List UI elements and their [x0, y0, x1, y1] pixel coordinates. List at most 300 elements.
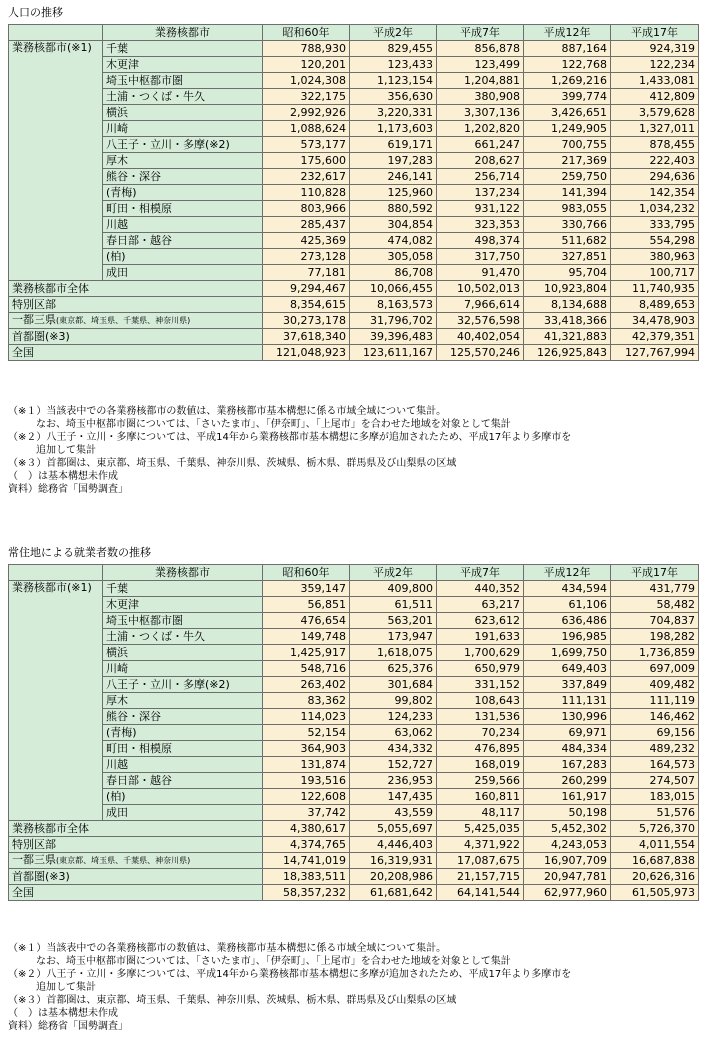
value-cell: 4,371,922: [437, 837, 524, 853]
value-cell: 409,482: [611, 677, 699, 693]
value-cell: 8,163,573: [350, 297, 437, 313]
summary-label: 一都三県: [12, 313, 56, 326]
value-cell: 16,319,931: [350, 853, 437, 869]
value-cell: 983,055: [524, 201, 611, 217]
table-row: [9, 137, 699, 153]
city-name: 八王子・立川・多摩(※2): [103, 677, 263, 693]
corner-cell: [9, 25, 103, 41]
value-cell: 636,486: [524, 613, 611, 629]
value-cell: 124,233: [350, 709, 437, 725]
value-cell: 484,334: [524, 741, 611, 757]
value-cell: 1,024,308: [263, 73, 350, 89]
table-row: [9, 645, 699, 661]
summary-row: [9, 853, 699, 869]
value-cell: 1,173,603: [350, 121, 437, 137]
summary-sublabel: (東京都、埼玉県、千葉県、神奈川県): [56, 856, 191, 865]
table-row: [9, 709, 699, 725]
city-name: 川越: [103, 217, 263, 233]
value-cell: 167,283: [524, 757, 611, 773]
value-cell: 31,796,702: [350, 313, 437, 329]
table-row: [9, 661, 699, 677]
city-name: 成田: [103, 805, 263, 821]
city-name: 熊谷・深谷: [103, 709, 263, 725]
summary-label-cell: [9, 297, 263, 313]
value-cell: 217,369: [524, 153, 611, 169]
city-name: 八王子・立川・多摩(※2): [103, 137, 263, 153]
value-cell: 924,319: [611, 41, 699, 57]
value-cell: 16,907,709: [524, 853, 611, 869]
value-cell: 273,128: [263, 249, 350, 265]
value-cell: 83,362: [263, 693, 350, 709]
city-name: (柏): [103, 789, 263, 805]
city-name: 町田・相模原: [103, 201, 263, 217]
value-cell: 40,402,054: [437, 329, 524, 345]
footnote-line: 資料）総務省「国勢調査」: [8, 1021, 128, 1032]
summary-row: [9, 869, 699, 885]
value-cell: 39,396,483: [350, 329, 437, 345]
table-row: [9, 201, 699, 217]
value-cell: 69,971: [524, 725, 611, 741]
value-cell: 4,446,403: [350, 837, 437, 853]
value-cell: 127,767,994: [611, 345, 699, 361]
value-cell: 440,352: [437, 581, 524, 597]
table-row: [9, 757, 699, 773]
table-row: [9, 741, 699, 757]
value-cell: 173,947: [350, 629, 437, 645]
table-row: [9, 249, 699, 265]
value-cell: 10,066,455: [350, 281, 437, 297]
header-row: [9, 25, 699, 41]
summary-label: 特別区部: [12, 297, 56, 311]
table-row: [9, 41, 699, 57]
footnotes: [8, 942, 708, 1033]
value-cell: 20,947,781: [524, 869, 611, 885]
value-cell: 623,612: [437, 613, 524, 629]
city-name: 川崎: [103, 661, 263, 677]
value-cell: 5,726,370: [611, 821, 699, 837]
column-header: 平成17年: [611, 25, 699, 41]
value-cell: 650,979: [437, 661, 524, 677]
summary-label-cell: [9, 281, 263, 297]
value-cell: 149,748: [263, 629, 350, 645]
table-row: [9, 613, 699, 629]
value-cell: 51,576: [611, 805, 699, 821]
value-cell: 554,298: [611, 233, 699, 249]
data-table: [8, 564, 699, 901]
value-cell: 434,332: [350, 741, 437, 757]
value-cell: 788,930: [263, 41, 350, 57]
footnote-line: （※２）八王子・立川・多摩については、平成14年から業務核都市基本構想に多摩が追加されたため、平成17年より多摩市を: [8, 432, 572, 443]
value-cell: 322,175: [263, 89, 350, 105]
value-cell: 412,809: [611, 89, 699, 105]
value-cell: 305,058: [350, 249, 437, 265]
value-cell: 511,682: [524, 233, 611, 249]
value-cell: 498,374: [437, 233, 524, 249]
value-cell: 9,294,467: [263, 281, 350, 297]
column-header: 昭和60年: [263, 565, 350, 581]
value-cell: 146,462: [611, 709, 699, 725]
value-cell: 573,177: [263, 137, 350, 153]
value-cell: 232,617: [263, 169, 350, 185]
value-cell: 661,247: [437, 137, 524, 153]
corner-cell: [9, 565, 103, 581]
value-cell: 99,802: [350, 693, 437, 709]
city-name: 埼玉中枢都市圏: [103, 613, 263, 629]
table-row: [9, 725, 699, 741]
value-cell: 18,383,511: [263, 869, 350, 885]
table-row: [9, 693, 699, 709]
value-cell: 160,811: [437, 789, 524, 805]
value-cell: 208,627: [437, 153, 524, 169]
value-cell: 704,837: [611, 613, 699, 629]
value-cell: 111,131: [524, 693, 611, 709]
value-cell: 62,977,960: [524, 885, 611, 901]
value-cell: 100,717: [611, 265, 699, 281]
value-cell: 7,966,614: [437, 297, 524, 313]
value-cell: 43,559: [350, 805, 437, 821]
summary-row: [9, 345, 699, 361]
table-row: [9, 169, 699, 185]
value-cell: 3,579,628: [611, 105, 699, 121]
value-cell: 70,234: [437, 725, 524, 741]
table-row: [9, 629, 699, 645]
table-row: [9, 789, 699, 805]
summary-label-cell: [9, 837, 263, 853]
value-cell: 147,435: [350, 789, 437, 805]
value-cell: 37,618,340: [263, 329, 350, 345]
value-cell: 489,232: [611, 741, 699, 757]
column-header: 平成12年: [524, 25, 611, 41]
city-name: 春日部・越谷: [103, 233, 263, 249]
value-cell: 110,828: [263, 185, 350, 201]
value-cell: 1,034,232: [611, 201, 699, 217]
city-name: (柏): [103, 249, 263, 265]
summary-label: 業務核都市全体: [12, 281, 89, 295]
summary-row: [9, 821, 699, 837]
value-cell: 323,353: [437, 217, 524, 233]
summary-row: [9, 313, 699, 329]
footnote-line: （※３）首都圏は、東京都、埼玉県、千葉県、神奈川県、茨城県、栃木県、群馬県及び山梨県の区域: [8, 458, 457, 469]
value-cell: 1,202,820: [437, 121, 524, 137]
value-cell: 197,283: [350, 153, 437, 169]
value-cell: 50,198: [524, 805, 611, 821]
value-cell: 4,011,554: [611, 837, 699, 853]
city-name: 成田: [103, 265, 263, 281]
table-row: [9, 805, 699, 821]
footnote-line: 追加して集計: [36, 982, 96, 993]
value-cell: 4,380,617: [263, 821, 350, 837]
table-row: [9, 185, 699, 201]
city-name: 春日部・越谷: [103, 773, 263, 789]
value-cell: 1,700,629: [437, 645, 524, 661]
column-header: 業務核都市: [103, 25, 263, 41]
value-cell: 887,164: [524, 41, 611, 57]
value-cell: 123,499: [437, 57, 524, 73]
summary-label: 全国: [12, 885, 34, 899]
value-cell: 10,502,013: [437, 281, 524, 297]
value-cell: 41,321,883: [524, 329, 611, 345]
value-cell: 8,354,615: [263, 297, 350, 313]
summary-label-cell: [9, 885, 263, 901]
summary-label: 業務核都市全体: [12, 821, 89, 835]
city-name: 熊谷・深谷: [103, 169, 263, 185]
summary-label-cell: [9, 329, 263, 345]
value-cell: 58,482: [611, 597, 699, 613]
value-cell: 294,636: [611, 169, 699, 185]
table-row: [9, 121, 699, 137]
table-row: [9, 581, 699, 597]
value-cell: 168,019: [437, 757, 524, 773]
value-cell: 122,768: [524, 57, 611, 73]
value-cell: 5,425,035: [437, 821, 524, 837]
column-header: 平成17年: [611, 565, 699, 581]
value-cell: 476,654: [263, 613, 350, 629]
value-cell: 86,708: [350, 265, 437, 281]
value-cell: 8,489,653: [611, 297, 699, 313]
footnote-line: （※１）当該表中での各業務核都市の数値は、業務核都市基本構想に係る市域全域について集計。: [8, 406, 447, 417]
summary-label: 首都圏(※3): [12, 329, 70, 343]
value-cell: 1,269,216: [524, 73, 611, 89]
value-cell: 356,630: [350, 89, 437, 105]
value-cell: 114,023: [263, 709, 350, 725]
footnote-line: （ ）は基本構想未作成: [8, 1008, 118, 1019]
column-header: 業務核都市: [103, 565, 263, 581]
table-row: [9, 233, 699, 249]
city-name: (青梅): [103, 725, 263, 741]
section-title: 常住地による就業者数の推移: [8, 546, 151, 559]
value-cell: 2,992,926: [263, 105, 350, 121]
value-cell: 183,015: [611, 789, 699, 805]
city-name: 横浜: [103, 645, 263, 661]
footnote-line: 追加して集計: [36, 445, 96, 456]
value-cell: 359,147: [263, 581, 350, 597]
value-cell: 474,082: [350, 233, 437, 249]
value-cell: 34,478,903: [611, 313, 699, 329]
summary-sublabel: (東京都、埼玉県、千葉県、神奈川県): [56, 316, 191, 325]
value-cell: 141,394: [524, 185, 611, 201]
summary-row: [9, 329, 699, 345]
column-header: 昭和60年: [263, 25, 350, 41]
city-name: 横浜: [103, 105, 263, 121]
value-cell: 548,716: [263, 661, 350, 677]
value-cell: 1,088,624: [263, 121, 350, 137]
value-cell: 4,374,765: [263, 837, 350, 853]
table-row: [9, 89, 699, 105]
city-name: 厚木: [103, 153, 263, 169]
city-name: 川崎: [103, 121, 263, 137]
value-cell: 364,903: [263, 741, 350, 757]
footnote-line: （※３）首都圏は、東京都、埼玉県、千葉県、神奈川県、茨城県、栃木県、群馬県及び山梨県の区域: [8, 995, 457, 1006]
value-cell: 333,795: [611, 217, 699, 233]
value-cell: 1,425,917: [263, 645, 350, 661]
value-cell: 14,741,019: [263, 853, 350, 869]
value-cell: 337,849: [524, 677, 611, 693]
summary-row: [9, 297, 699, 313]
value-cell: 37,742: [263, 805, 350, 821]
value-cell: 193,516: [263, 773, 350, 789]
value-cell: 56,851: [263, 597, 350, 613]
table-row: [9, 773, 699, 789]
value-cell: 1,699,750: [524, 645, 611, 661]
city-name: 埼玉中枢都市圏: [103, 73, 263, 89]
value-cell: 77,181: [263, 265, 350, 281]
footnote-line: 資料）総務省「国勢調査」: [8, 484, 128, 495]
summary-label-cell: [9, 869, 263, 885]
value-cell: 304,854: [350, 217, 437, 233]
value-cell: 236,953: [350, 773, 437, 789]
value-cell: 123,433: [350, 57, 437, 73]
value-cell: 198,282: [611, 629, 699, 645]
table-row: [9, 597, 699, 613]
value-cell: 246,141: [350, 169, 437, 185]
value-cell: 274,507: [611, 773, 699, 789]
summary-label: 特別区部: [12, 837, 56, 851]
summary-label: 全国: [12, 345, 34, 359]
value-cell: 131,536: [437, 709, 524, 725]
value-cell: 48,117: [437, 805, 524, 821]
value-cell: 399,774: [524, 89, 611, 105]
value-cell: 121,048,923: [263, 345, 350, 361]
value-cell: 191,633: [437, 629, 524, 645]
value-cell: 878,455: [611, 137, 699, 153]
value-cell: 256,714: [437, 169, 524, 185]
value-cell: 425,369: [263, 233, 350, 249]
value-cell: 380,908: [437, 89, 524, 105]
city-name: 木更津: [103, 597, 263, 613]
value-cell: 476,895: [437, 741, 524, 757]
footnote-line: なお、埼玉中枢都市圏については、「さいたま市」、「伊奈町」、「上尾市」を合わせた地域を対象として集計: [36, 956, 511, 967]
value-cell: 434,594: [524, 581, 611, 597]
value-cell: 52,154: [263, 725, 350, 741]
value-cell: 64,141,544: [437, 885, 524, 901]
column-header: 平成7年: [437, 25, 524, 41]
value-cell: 164,573: [611, 757, 699, 773]
value-cell: 697,009: [611, 661, 699, 677]
value-cell: 317,750: [437, 249, 524, 265]
value-cell: 330,766: [524, 217, 611, 233]
column-header: 平成7年: [437, 565, 524, 581]
value-cell: 196,985: [524, 629, 611, 645]
value-cell: 803,966: [263, 201, 350, 217]
value-cell: 931,122: [437, 201, 524, 217]
value-cell: 3,426,651: [524, 105, 611, 121]
value-cell: 3,307,136: [437, 105, 524, 121]
value-cell: 108,643: [437, 693, 524, 709]
value-cell: 30,273,178: [263, 313, 350, 329]
value-cell: 20,626,316: [611, 869, 699, 885]
city-name: 千葉: [103, 41, 263, 57]
value-cell: 91,470: [437, 265, 524, 281]
value-cell: 61,681,642: [350, 885, 437, 901]
value-cell: 259,566: [437, 773, 524, 789]
value-cell: 880,592: [350, 201, 437, 217]
value-cell: 1,204,881: [437, 73, 524, 89]
value-cell: 20,208,986: [350, 869, 437, 885]
table-row: [9, 677, 699, 693]
group-label: 業務核都市(※1): [9, 41, 103, 281]
footnotes: [8, 405, 708, 496]
value-cell: 58,357,232: [263, 885, 350, 901]
value-cell: 126,925,843: [524, 345, 611, 361]
value-cell: 222,403: [611, 153, 699, 169]
value-cell: 95,704: [524, 265, 611, 281]
value-cell: 1,618,075: [350, 645, 437, 661]
section-title: 人口の推移: [8, 6, 63, 19]
value-cell: 123,611,167: [350, 345, 437, 361]
value-cell: 122,234: [611, 57, 699, 73]
value-cell: 625,376: [350, 661, 437, 677]
summary-row: [9, 885, 699, 901]
value-cell: 61,505,973: [611, 885, 699, 901]
footnote-line: （ ）は基本構想未作成: [8, 471, 118, 482]
city-name: 土浦・つくば・牛久: [103, 629, 263, 645]
value-cell: 17,087,675: [437, 853, 524, 869]
value-cell: 63,217: [437, 597, 524, 613]
value-cell: 61,511: [350, 597, 437, 613]
summary-row: [9, 281, 699, 297]
value-cell: 137,234: [437, 185, 524, 201]
value-cell: 5,055,697: [350, 821, 437, 837]
summary-label-cell: [9, 821, 263, 837]
value-cell: 409,800: [350, 581, 437, 597]
summary-label-cell: [9, 853, 263, 869]
value-cell: 856,878: [437, 41, 524, 57]
value-cell: 619,171: [350, 137, 437, 153]
value-cell: 649,403: [524, 661, 611, 677]
value-cell: 1,327,011: [611, 121, 699, 137]
city-name: 川越: [103, 757, 263, 773]
value-cell: 130,996: [524, 709, 611, 725]
value-cell: 161,917: [524, 789, 611, 805]
value-cell: 42,379,351: [611, 329, 699, 345]
value-cell: 10,923,804: [524, 281, 611, 297]
value-cell: 63,062: [350, 725, 437, 741]
data-table: [8, 24, 699, 361]
value-cell: 175,600: [263, 153, 350, 169]
footnote-line: なお、埼玉中枢都市圏については、「さいたま市」、「伊奈町」、「上尾市」を合わせた地域を対象として集計: [36, 419, 511, 430]
value-cell: 4,243,053: [524, 837, 611, 853]
value-cell: 8,134,688: [524, 297, 611, 313]
value-cell: 3,220,331: [350, 105, 437, 121]
summary-label: 首都圏(※3): [12, 869, 70, 883]
value-cell: 131,874: [263, 757, 350, 773]
header-row: [9, 565, 699, 581]
value-cell: 263,402: [263, 677, 350, 693]
summary-label: 一都三県: [12, 853, 56, 866]
value-cell: 11,740,935: [611, 281, 699, 297]
city-name: (青梅): [103, 185, 263, 201]
value-cell: 563,201: [350, 613, 437, 629]
value-cell: 1,433,081: [611, 73, 699, 89]
value-cell: 331,152: [437, 677, 524, 693]
footnote-line: （※２）八王子・立川・多摩については、平成14年から業務核都市基本構想に多摩が追加されたため、平成17年より多摩市を: [8, 969, 572, 980]
value-cell: 32,576,598: [437, 313, 524, 329]
table-row: [9, 217, 699, 233]
footnote-line: （※１）当該表中での各業務核都市の数値は、業務核都市基本構想に係る市域全域について集計。: [8, 943, 447, 954]
value-cell: 380,963: [611, 249, 699, 265]
table-row: [9, 57, 699, 73]
value-cell: 431,779: [611, 581, 699, 597]
city-name: 千葉: [103, 581, 263, 597]
value-cell: 1,123,154: [350, 73, 437, 89]
value-cell: 111,119: [611, 693, 699, 709]
value-cell: 829,455: [350, 41, 437, 57]
value-cell: 152,727: [350, 757, 437, 773]
value-cell: 125,960: [350, 185, 437, 201]
table-row: [9, 73, 699, 89]
city-name: 土浦・つくば・牛久: [103, 89, 263, 105]
value-cell: 700,755: [524, 137, 611, 153]
